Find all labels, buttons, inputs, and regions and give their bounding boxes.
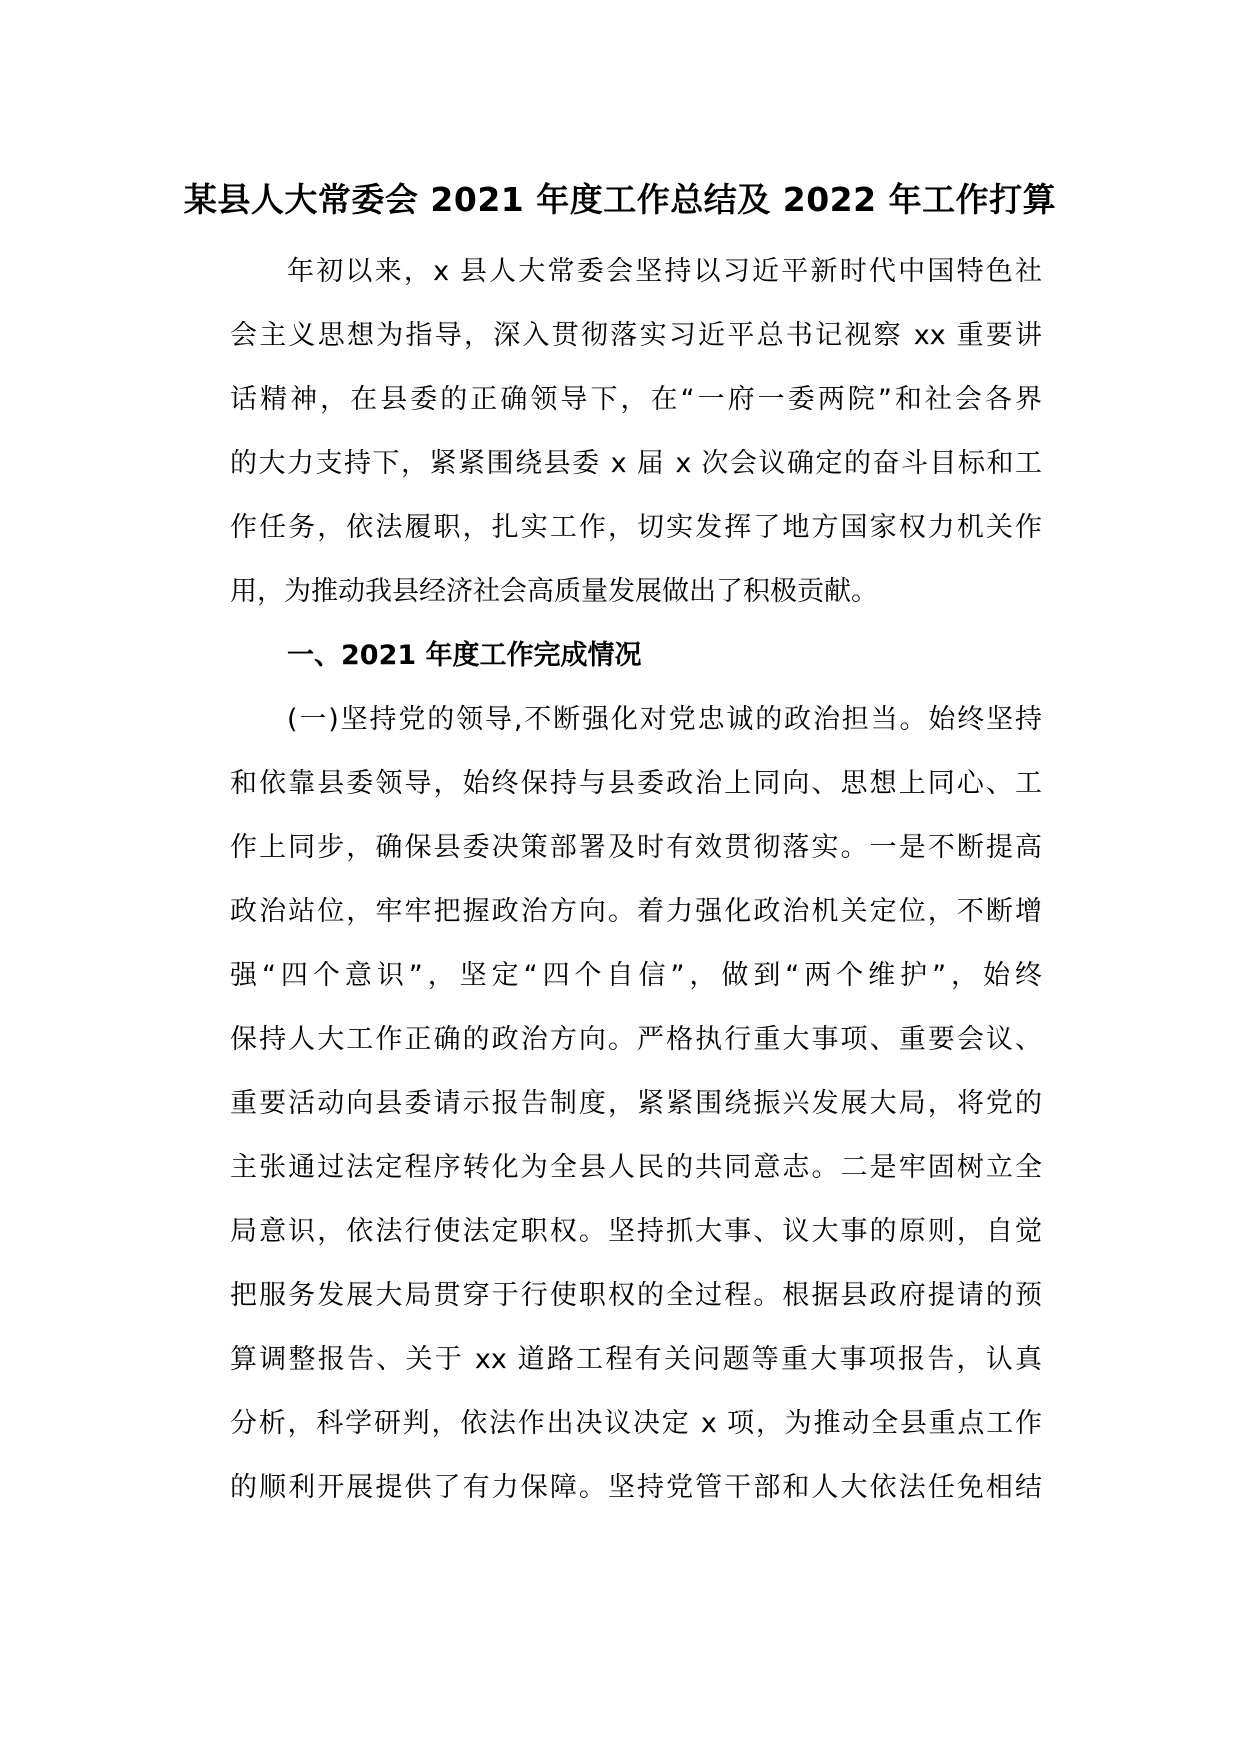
text-line: 用，为推动我县经济社会高质量发展做出了积极贡献。 [230,576,878,607]
text-line: 算调整报告、关于 xx 道路工程有关问题等重大事项报告，认真 [230,1344,1042,1375]
text-line: 年初以来，x 县人大常委会坚持以习近平新时代中国特色社 [287,256,1042,287]
text-line: (一)坚持党的领导,不断强化对党忠诚的政治担当。始终坚持 [287,704,1042,735]
document-title: 某县人大常委会 2021 年度工作总结及 2022 年工作打算 [183,180,1057,219]
text-line: 话精神，在县委的正确领导下，在“一府一委两院”和社会各界 [230,384,1042,415]
text-line: 作上同步，确保县委决策部署及时有效贯彻落实。一是不断提高 [230,832,1042,863]
text-line: 的顺利开展提供了有力保障。坚持党管干部和人大依法任免相结 [230,1472,1042,1503]
text-line: 的大力支持下，紧紧围绕县委 x 届 x 次会议确定的奋斗目标和工 [230,448,1042,479]
text-line: 政治站位，牢牢把握政治方向。着力强化政治机关定位，不断增 [230,896,1042,927]
paragraph-party-leadership [230,688,1042,1520]
text-line: 局意识，依法行使法定职权。坚持抓大事、议大事的原则，自觉 [230,1216,1042,1247]
document-body [230,240,1042,1520]
text-line: 会主义思想为指导，深入贯彻落实习近平总书记视察 xx 重要讲 [230,320,1042,351]
text-line: 作任务，依法履职，扎实工作，切实发挥了地方国家权力机关作 [230,512,1042,543]
text-line: 分析，科学研判，依法作出决议决定 x 项，为推动全县重点工作 [230,1408,1042,1439]
text-line: 重要活动向县委请示报告制度，紧紧围绕振兴发展大局，将党的 [230,1088,1042,1119]
text-line: 强“四个意识”，坚定“四个自信”，做到“两个维护”，始终 [230,960,1042,991]
text-line: 把服务发展大局贯穿于行使职权的全过程。根据县政府提请的预 [230,1280,1042,1311]
section-heading: 一、2021 年度工作完成情况 [287,640,642,671]
text-line: 保持人大工作正确的政治方向。严格执行重大事项、重要会议、 [230,1024,1042,1055]
text-line: 和依靠县委领导，始终保持与县委政治上同向、思想上同心、工 [230,768,1042,799]
paragraph-intro [230,240,1042,624]
text-line: 主张通过法定程序转化为全县人民的共同意志。二是牢固树立全 [230,1152,1042,1183]
